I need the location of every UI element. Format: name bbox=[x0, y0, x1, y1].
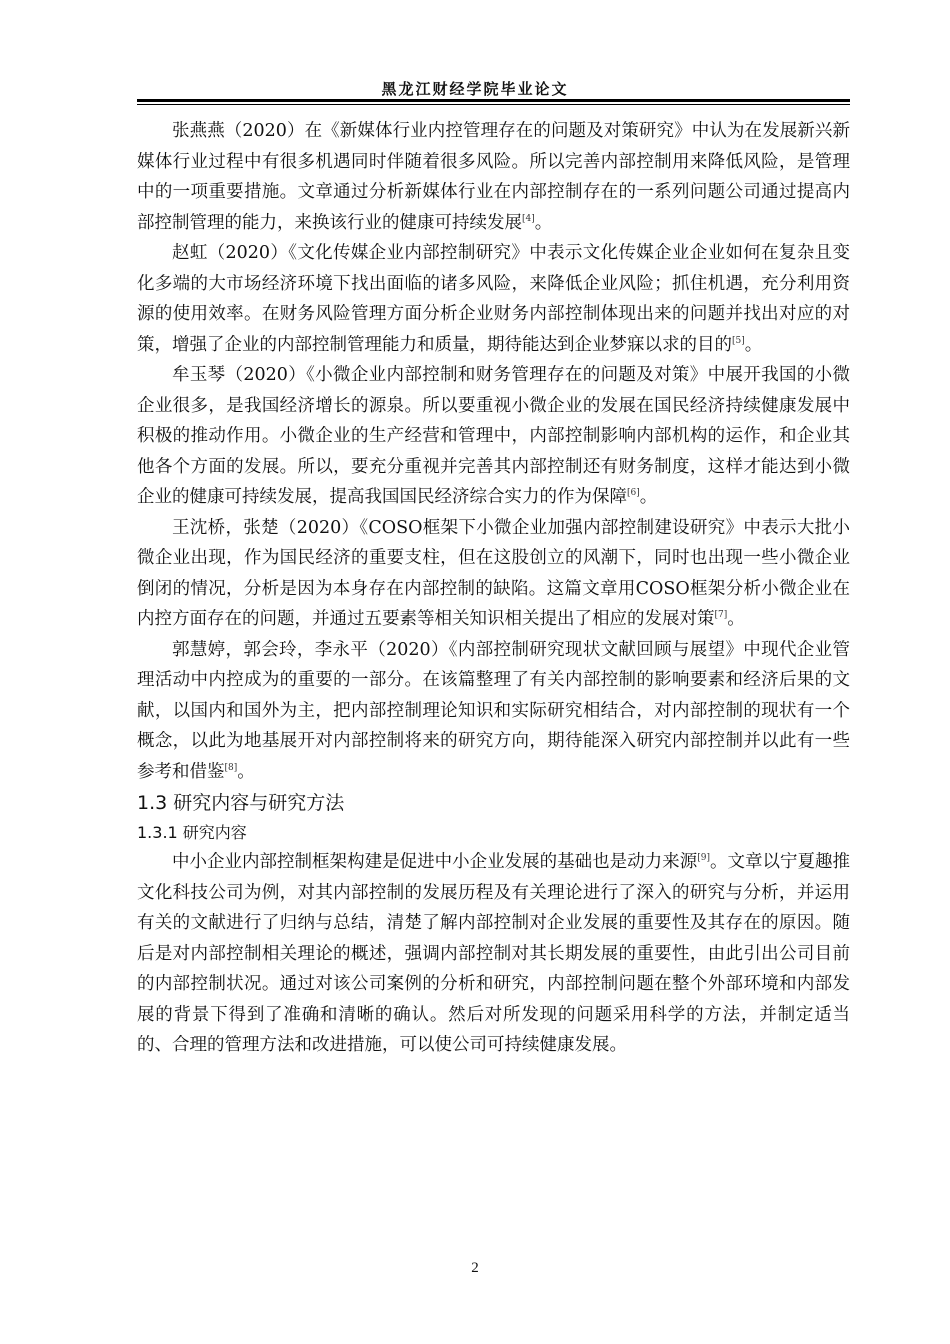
paragraph-text: 牟玉琴（2020）《小微企业内部控制和财务管理存在的问题及对策》中展开我国的小微企业很多，是我国经济增长的源泉。所以要重视小微企业的发展在国民经济持续健康发展中积极的推动作用。小微企业的生产经营和管理中，内部控制影响内部机构的运作，和企业其他各个方面的发展。所以，要充分重视并完善其内部控制还有财务制度，这样才能达到小微企业的健康可持续发展，提高我国国民经济综合实力的作为保障 bbox=[137, 365, 850, 507]
paragraph-end: 。 bbox=[727, 609, 745, 629]
paragraph-text: 王沈桥，张楚（2020）《COSO框架下小微企业加强内部控制建设研究》中表示大批小微企业出现，作为国民经济的重要支柱，但在这股创立的风潮下，同时也出现一些小微企业倒闭的情况，分析是因为本身存在内部控制的缺陷。这篇文章用COSO框架分析小微企业在内控方面存在的问题，并通过五要素等相关知识相关提出了相应的发展对策 bbox=[137, 517, 850, 629]
paragraph-end: 。 bbox=[534, 212, 553, 233]
citation-marker: [6] bbox=[627, 488, 640, 499]
citation-marker: [4] bbox=[522, 213, 535, 224]
header-rule-thick bbox=[137, 99, 850, 102]
paragraph-text: 赵虹（2020）《文化传媒企业内部控制研究》中表示文化传媒企业企业如何在复杂且变化多端的大市场经济环境下找出面临的诸多风险，来降低企业风险；抓住机遇，充分利用资源的使用效率。在财务风险管理方面分析企业财务内部控制体现出来的问题并找出对应的对策，增强了企业的内部控制管理能力和质量，期待能达到企业梦寐以求的目的 bbox=[137, 243, 850, 355]
document-body bbox=[137, 116, 850, 1061]
citation-marker: [7] bbox=[714, 610, 728, 621]
paragraph-zhang bbox=[137, 116, 850, 238]
page-number: 2 bbox=[471, 1260, 479, 1276]
citation-marker: [8] bbox=[224, 762, 238, 773]
citation-marker: [9] bbox=[697, 853, 710, 864]
paragraph-zhao bbox=[137, 238, 850, 360]
paragraph-text: 。文章以宁夏趣推文化科技公司为例，对其内部控制的发展历程及有关理论进行了深入的研究与分析，并运用有关的文献进行了归纳与总结，清楚了解内部控制对企业发展的重要性及其存在的原因。随后是对内部控制相关理论的概述，强调内部控制对其长期发展的重要性，由此引出公司目前的内部控制状况。通过对该公司案例的分析和研究，内部控制问题在整个外部环境和内部发展的背景下得到了准确和清晰的确认。然后对所发现的问题采用科学的方法，并制定适当的、合理的管理方法和改进措施，可以使公司可持续健康发展。 bbox=[137, 852, 851, 1055]
paragraph-guo bbox=[137, 635, 850, 788]
paragraph-text: 张燕燕（2020）在《新媒体行业内控管理存在的问题及对策研究》中认为在发展新兴新媒体行业过程中有很多机遇同时伴随着很多风险。所以完善内部控制用来降低风险，是管理中的一项重要措施。文章通过分析新媒体行业在内部控制存在的一系列问题公司通过提高内部控制管理的能力，来换该行业的健康可持续发展 bbox=[137, 121, 850, 233]
section-heading: 1.3 研究内容与研究方法 bbox=[137, 792, 345, 814]
paragraph-end: 。 bbox=[639, 487, 658, 507]
citation-marker: [5] bbox=[732, 335, 745, 346]
page-header-title: 黑龙江财经学院毕业论文 bbox=[381, 80, 569, 98]
header-rule-thin bbox=[137, 104, 850, 105]
paragraph-end: 。 bbox=[744, 334, 763, 355]
paragraph-mou bbox=[137, 360, 850, 513]
paragraph-text: 中小企业内部控制框架构建是促进中小企业发展的基础也是动力来源 bbox=[172, 852, 698, 872]
subsection-heading: 1.3.1 研究内容 bbox=[137, 823, 247, 842]
paragraph-research-content bbox=[137, 847, 850, 1061]
paragraph-text: 郭慧婷，郭会玲，李永平（2020）《内部控制研究现状文献回顾与展望》中现代企业管理活动中内控成为的重要的一部分。在该篇整理了有关内部控制的影响要素和经济后果的文献，以国内和国外为主，把内部控制理论知识和实际研究相结合，对内部控制的现状有一个概念，以此为地基展开对内部控制将来的研究方向，期待能深入研究内部控制并以此有一些参考和借鉴 bbox=[137, 639, 850, 782]
paragraph-end: 。 bbox=[237, 761, 255, 782]
paragraph-wang bbox=[137, 513, 850, 635]
